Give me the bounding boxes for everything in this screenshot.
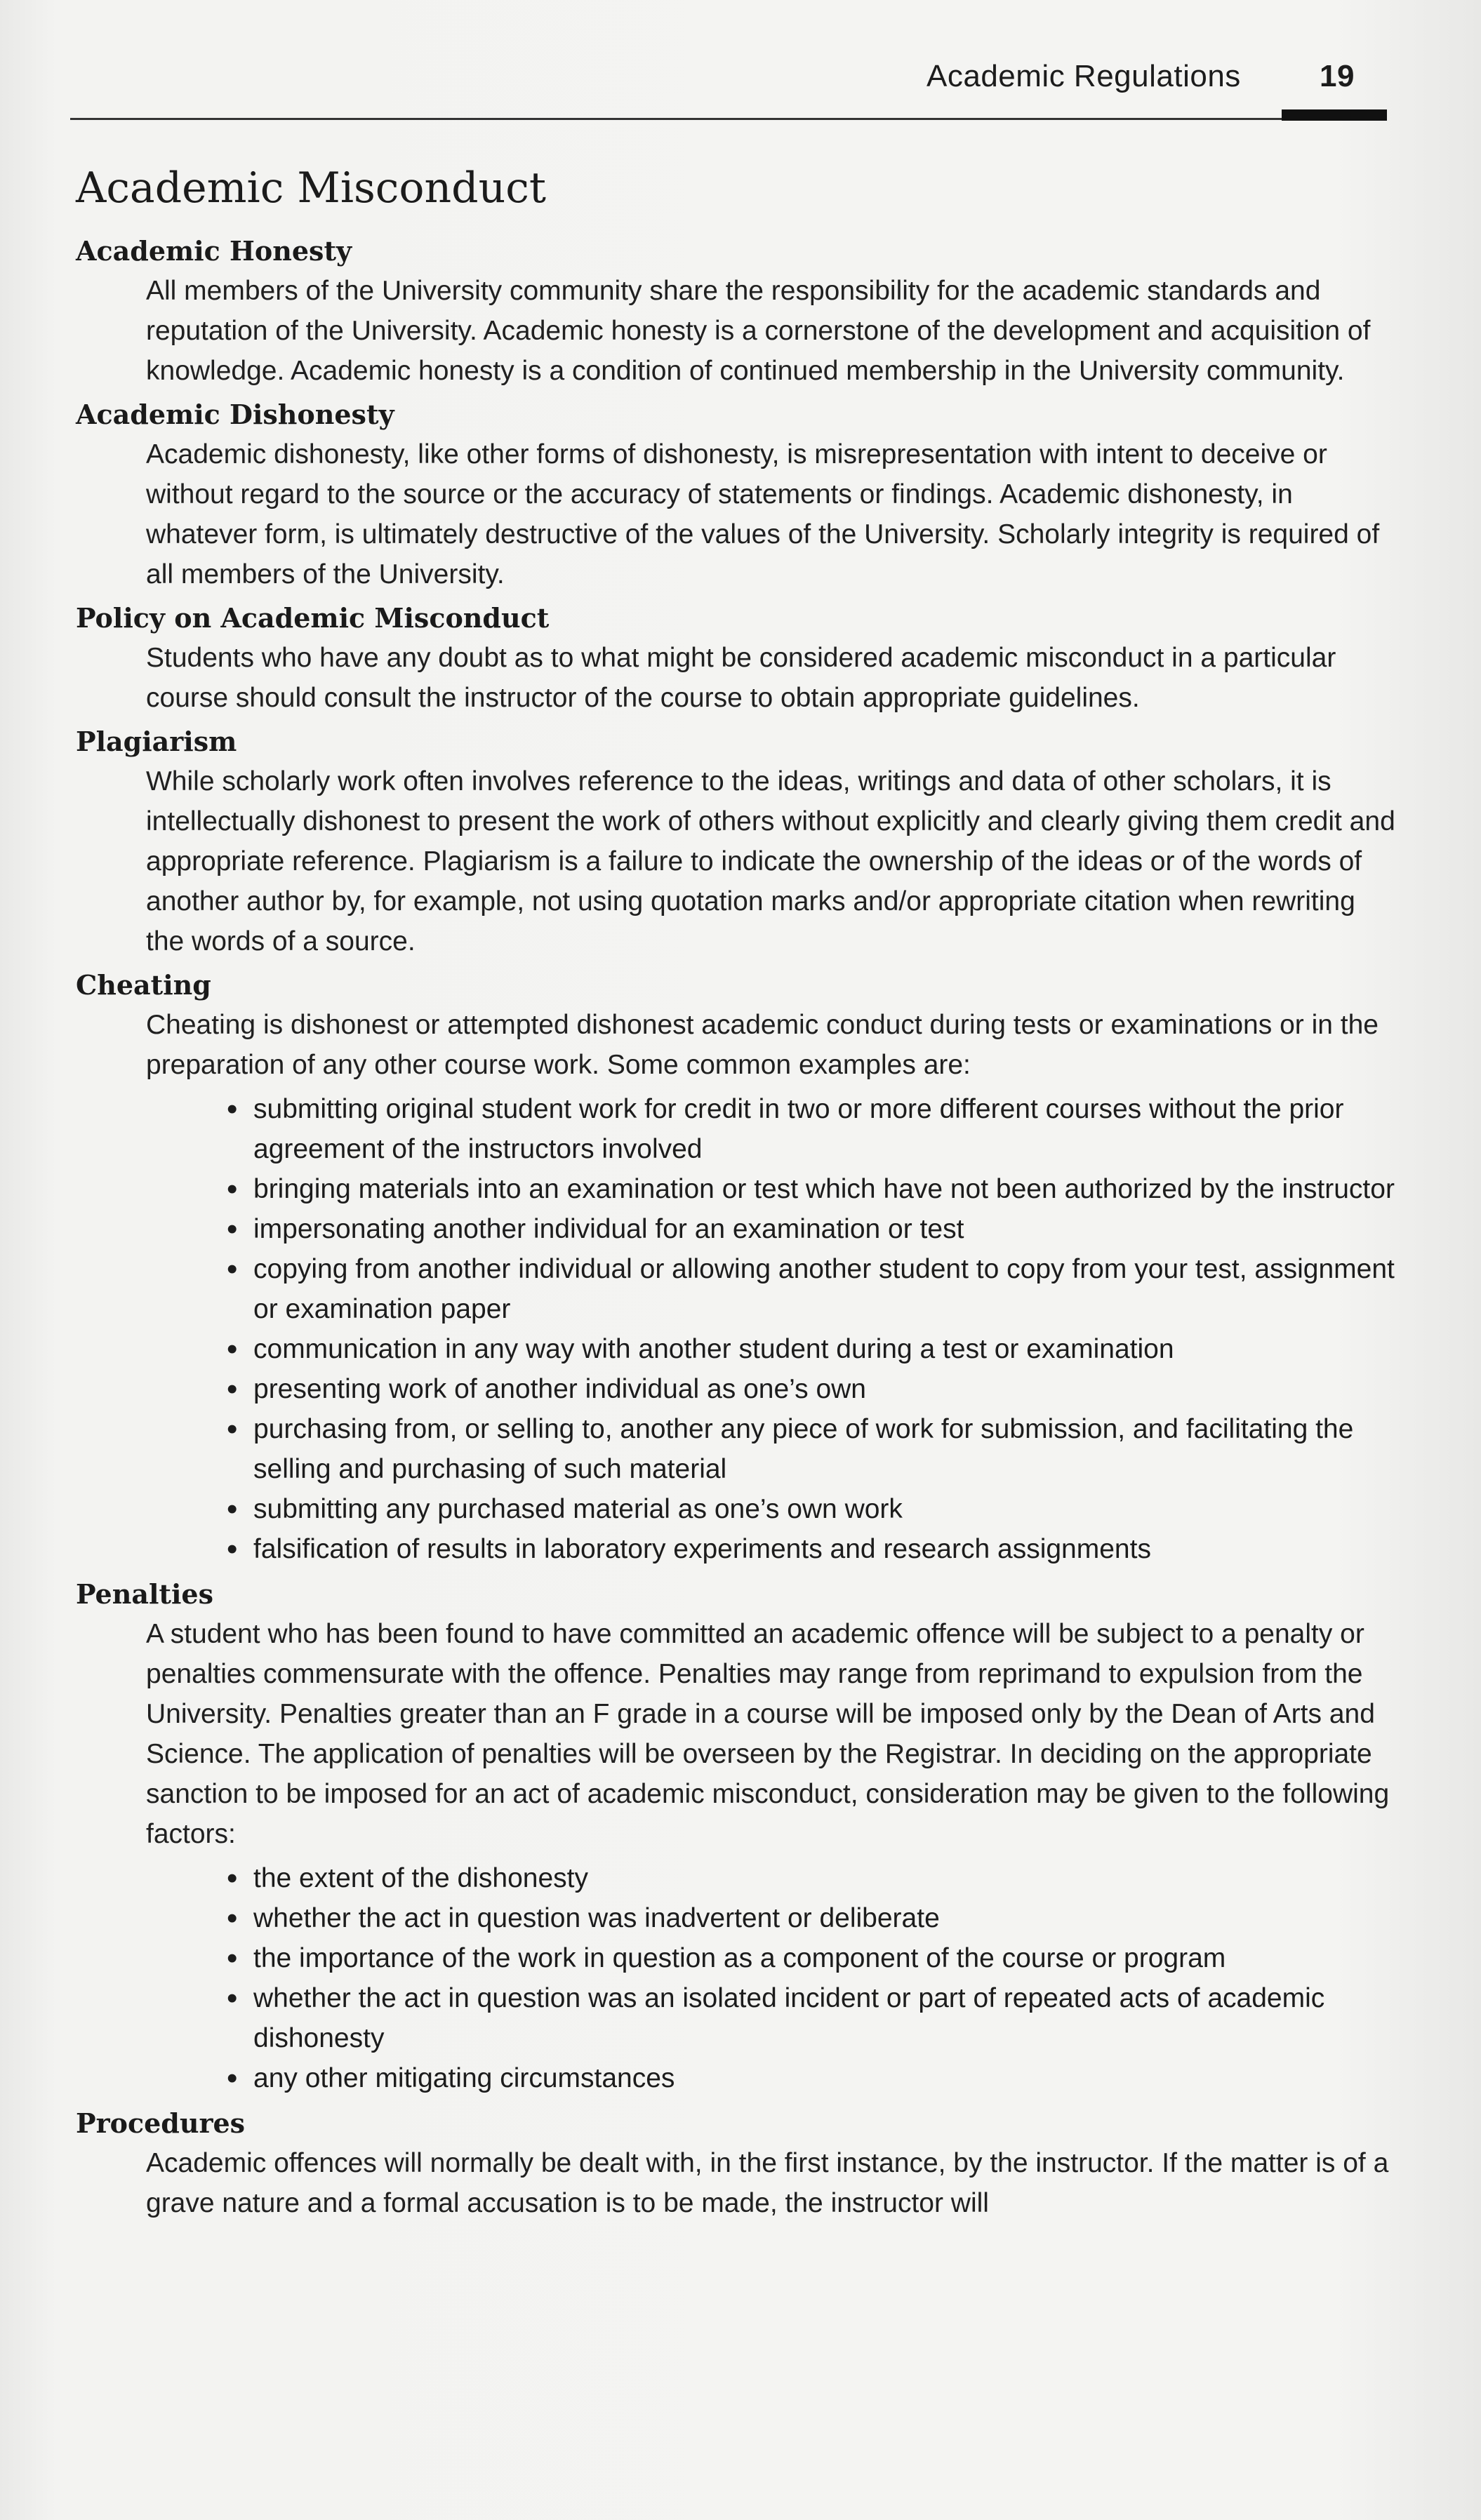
list-item: • the extent of the dishonesty (227, 1858, 1395, 1898)
section-heading: Academic Dishonesty (76, 399, 394, 430)
list-item: • purchasing from, or selling to, another any piece of work for submission, and facilitating the selling and purchasing of such material (227, 1409, 1395, 1489)
section-paragraph: While scholarly work often involves reference to the ideas, writings and data of other scholars, it is intellectually dishonest to present the work of others without explicitly and clearly giving them credit and appropriate reference. Plagiarism is a failure to indicate the ownership of the ideas or of the words of another author by, for example, not using quotation marks and/or appropriate citation when rewriting the words of a source. (146, 766, 1395, 956)
section-policy (76, 599, 1395, 718)
section-cheating (76, 966, 1395, 1569)
section-paragraph: All members of the University community share the responsibility for the academic standards and reputation of the University. Academic honesty is a cornerstone of the development and acquisition of knowledge. Academic honesty is a condition of continued membership in the University community. (146, 276, 1371, 386)
header-rule-tab (1282, 109, 1387, 121)
list-item: • whether the act in question was an isolated incident or part of repeated acts of academic dishonesty (227, 1978, 1395, 2058)
list-item: • presenting work of another individual as one’s own (227, 1369, 1395, 1409)
section-paragraph: Academic dishonesty, like other forms of dishonesty, is misrepresentation with intent to deceive or without regard to the source or the accuracy of statements or findings. Academic dishonesty, in whatever form, is ultimately destructive of the values of the University. Scholarly integrity is required of all members of the University. (146, 439, 1380, 589)
cheating-examples-list (76, 1089, 1395, 1569)
section-heading: Procedures (76, 2107, 246, 2139)
running-head (927, 59, 1383, 101)
section-heading: Academic Honesty (76, 235, 352, 267)
penalty-factors-list (76, 1858, 1395, 2098)
page-title: Academic Misconduct (76, 164, 546, 213)
page-number: 19 (1320, 59, 1355, 93)
section-academic-dishonesty (76, 395, 1395, 594)
list-item: • submitting original student work for credit in two or more different courses without the prior agreement of the instructors involved (227, 1089, 1395, 1169)
section-penalties (76, 1575, 1395, 2098)
section-plagiarism (76, 722, 1395, 961)
section-heading: Penalties (76, 1578, 213, 1610)
list-item: • the importance of the work in question as a component of the course or program (227, 1938, 1395, 1978)
list-item: • bringing materials into an examination or test which have not been authorized by the instructor (227, 1169, 1395, 1209)
list-item: • communication in any way with another student during a test or examination (227, 1329, 1395, 1369)
section-paragraph: A student who has been found to have committed an academic offence will be subject to a penalty or penalties commensurate with the offence. Penalties may range from reprimand to expulsion from the University. Penalties greater than an F grade in a course will be imposed only by the Dean of Arts and Science. The application of penalties will be overseen by the Registrar. In deciding on the appropriate sanction to be imposed for an act of academic misconduct, consideration may be given to the following factors: (146, 1619, 1390, 1849)
list-item: • falsification of results in laboratory experiments and research assignments (227, 1529, 1395, 1569)
running-title: Academic Regulations (927, 59, 1241, 93)
list-item: • impersonating another individual for an examination or test (227, 1209, 1395, 1249)
page-content (76, 160, 1395, 2227)
section-paragraph: Cheating is dishonest or attempted dishonest academic conduct during tests or examinations or in the preparation of any other course work. Some common examples are: (146, 1010, 1379, 1080)
section-paragraph: Students who have any doubt as to what might be considered academic misconduct in a particular course should consult the instructor of the course to obtain appropriate guidelines. (146, 643, 1336, 713)
list-item: • any other mitigating circumstances (227, 2058, 1395, 2098)
section-academic-honesty (76, 232, 1395, 391)
section-heading: Cheating (76, 969, 211, 1001)
list-item: • whether the act in question was inadvertent or deliberate (227, 1898, 1395, 1938)
section-paragraph: Academic offences will normally be dealt with, in the first instance, by the instructor. If the matter is of a grave nature and a formal accusation is to be made, the instructor will (146, 2148, 1389, 2218)
header-rule (70, 118, 1387, 120)
list-item: • submitting any purchased material as one’s own work (227, 1489, 1395, 1529)
section-heading: Policy on Academic Misconduct (76, 602, 550, 634)
list-item: • copying from another individual or allowing another student to copy from your test, assignment or examination paper (227, 1249, 1395, 1329)
section-heading: Plagiarism (76, 726, 237, 757)
section-procedures (76, 2104, 1395, 2223)
